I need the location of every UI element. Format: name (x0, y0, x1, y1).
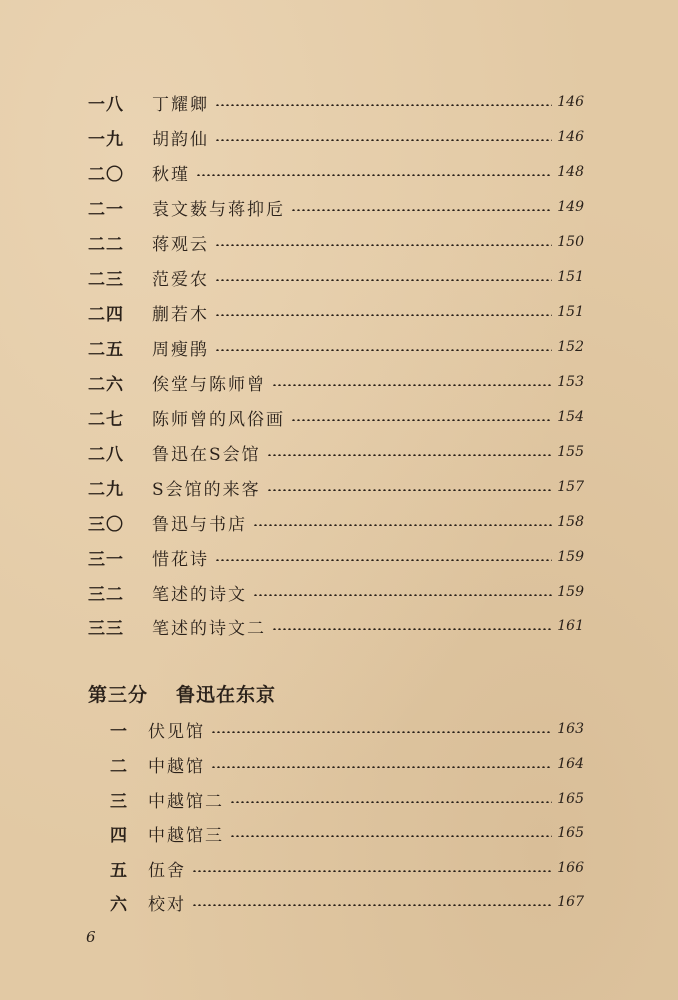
toc-entry (88, 890, 584, 914)
toc-entry (88, 787, 584, 811)
dot-leader (215, 559, 552, 561)
entry-number: 三一 (88, 549, 124, 570)
dot-leader (215, 314, 552, 316)
dot-leader (253, 524, 552, 526)
entry-title: 丁耀卿 (152, 94, 209, 115)
entry-title: 中越馆二 (148, 791, 224, 812)
entry-title: 中越馆 (148, 756, 205, 777)
dot-leader (211, 731, 552, 733)
toc-entry (88, 160, 584, 184)
entry-title: 鲁迅与书店 (152, 514, 247, 535)
toc-entry (88, 300, 584, 324)
dot-leader (267, 454, 552, 456)
dot-leader (215, 104, 552, 106)
toc-entry (88, 717, 584, 741)
entry-title: 笔述的诗文二 (152, 618, 266, 639)
toc-entry (88, 475, 584, 499)
toc-entry (88, 510, 584, 534)
entry-title: 笔述的诗文 (152, 584, 247, 605)
entry-number: 二〇 (88, 164, 124, 185)
entry-title: 袁文薮与蒋抑卮 (152, 199, 285, 220)
entry-number: 二八 (88, 444, 124, 465)
toc-entry (88, 335, 584, 359)
dot-leader (215, 349, 552, 351)
toc-entry (88, 90, 584, 114)
dot-leader (253, 594, 552, 596)
entry-page: 146 (557, 129, 584, 145)
entry-page: 154 (557, 409, 584, 425)
entry-title: 秋瑾 (152, 164, 190, 185)
entry-title: S会馆的来客 (152, 479, 261, 500)
entry-title: 惜花诗 (152, 549, 209, 570)
entry-page: 167 (557, 894, 584, 910)
entry-page: 152 (557, 339, 584, 355)
entry-page: 165 (557, 791, 584, 807)
entry-number: 二三 (88, 269, 124, 290)
toc-entry (88, 370, 584, 394)
dot-leader (291, 419, 552, 421)
entry-page: 157 (557, 479, 584, 495)
entry-title: 蒯若木 (152, 304, 209, 325)
entry-number: 六 (110, 894, 128, 915)
dot-leader (272, 628, 552, 630)
dot-leader (215, 139, 552, 141)
dot-leader (192, 904, 552, 906)
entry-page: 165 (557, 825, 584, 841)
toc-entry (88, 614, 584, 638)
entry-number: 三〇 (88, 514, 124, 535)
entry-page: 151 (557, 304, 584, 320)
dot-leader (230, 801, 552, 803)
dot-leader (211, 766, 552, 768)
entry-number: 一 (110, 721, 128, 742)
entry-page: 155 (557, 444, 584, 460)
entry-number: 二二 (88, 234, 124, 255)
entry-page: 153 (557, 374, 584, 390)
dot-leader (215, 244, 552, 246)
entry-number: 三二 (88, 584, 124, 605)
section-heading (88, 678, 276, 708)
entry-number: 二 (110, 756, 128, 777)
entry-title: 范爱农 (152, 269, 209, 290)
toc-entry (88, 230, 584, 254)
entry-page: 164 (557, 756, 584, 772)
entry-page: 149 (557, 199, 584, 215)
toc-entry (88, 405, 584, 429)
dot-leader (196, 174, 552, 176)
dot-leader (215, 279, 552, 281)
entry-page: 161 (557, 618, 584, 634)
entry-page: 146 (557, 94, 584, 110)
section-label: 第三分 (88, 683, 149, 706)
entry-number: 二七 (88, 409, 124, 430)
page-folio: 6 (86, 928, 96, 946)
entry-title: 蒋观云 (152, 234, 209, 255)
entry-page: 166 (557, 860, 584, 876)
section-title: 鲁迅在东京 (176, 683, 277, 706)
dot-leader (192, 870, 552, 872)
entry-title: 伍舍 (148, 860, 186, 881)
entry-number: 三三 (88, 618, 124, 639)
entry-title: 校对 (148, 894, 186, 915)
entry-page: 150 (557, 234, 584, 250)
entry-title: 中越馆三 (148, 825, 224, 846)
dot-leader (272, 384, 552, 386)
entry-title: 鲁迅在S会馆 (152, 444, 261, 465)
dot-leader (291, 209, 552, 211)
toc-entry (88, 125, 584, 149)
entry-number: 二四 (88, 304, 124, 325)
toc-entry (88, 856, 584, 880)
toc-entry (88, 195, 584, 219)
toc-entry (88, 545, 584, 569)
entry-page: 159 (557, 584, 584, 600)
entry-number: 四 (110, 825, 128, 846)
toc-entry (88, 821, 584, 845)
entry-page: 158 (557, 514, 584, 530)
entry-title: 俟堂与陈师曾 (152, 374, 266, 395)
toc-entry (88, 752, 584, 776)
entry-number: 二一 (88, 199, 124, 220)
entry-title: 胡韵仙 (152, 129, 209, 150)
entry-title: 陈师曾的风俗画 (152, 409, 285, 430)
entry-number: 二六 (88, 374, 124, 395)
dot-leader (230, 835, 552, 837)
toc-entry (88, 265, 584, 289)
entry-title: 伏见馆 (148, 721, 205, 742)
entry-number: 二九 (88, 479, 124, 500)
toc-entry (88, 440, 584, 464)
dot-leader (267, 489, 552, 491)
entry-page: 151 (557, 269, 584, 285)
entry-number: 一八 (88, 94, 124, 115)
toc-entry (88, 580, 584, 604)
entry-page: 163 (557, 721, 584, 737)
entry-number: 二五 (88, 339, 124, 360)
entry-title: 周瘦鹃 (152, 339, 209, 360)
entry-number: 一九 (88, 129, 124, 150)
entry-number: 五 (110, 860, 128, 881)
entry-number: 三 (110, 791, 128, 812)
entry-page: 148 (557, 164, 584, 180)
entry-page: 159 (557, 549, 584, 565)
